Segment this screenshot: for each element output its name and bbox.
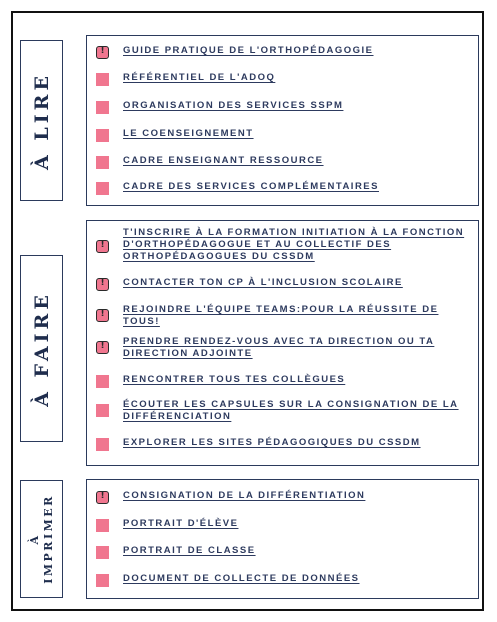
section-list-a-lire: [86, 35, 479, 206]
section-label-a-faire: [20, 255, 63, 442]
list-item[interactable]: [96, 437, 470, 451]
warning-icon: [96, 46, 109, 59]
list-item[interactable]: [96, 374, 470, 388]
section-title: À LIRE: [30, 71, 53, 170]
square-bullet-icon: [96, 129, 109, 142]
square-bullet-icon: [96, 73, 109, 86]
link-consignation-differentiation[interactable]: CONSIGNATION DE LA DIFFÉRENTIATION: [123, 490, 366, 501]
list-item[interactable]: [96, 545, 470, 559]
section-label-a-imprimer: [20, 480, 63, 598]
list-item[interactable]: [96, 490, 470, 504]
list-item[interactable]: [96, 128, 470, 142]
list-item[interactable]: [96, 304, 470, 328]
link-cadre-enseignant[interactable]: CADRE ENSEIGNANT RESSOURCE: [123, 155, 324, 166]
section-title: À FAIRE: [30, 290, 53, 407]
section-title: [28, 494, 56, 584]
link-formation-initiation[interactable]: T'INSCRIRE À LA FORMATION INITIATION À LA FONCTION D'ORTHOPÉDAGOGUE ET AU COLLECTIF DES ORTHOPÉDAGOGUES DU CSSDM: [123, 227, 465, 262]
square-bullet-icon: [96, 546, 109, 559]
link-equipe-teams[interactable]: REJOINDRE L'ÉQUIPE TEAMS:POUR LA RÉUSSITE DE TOUS!: [123, 304, 439, 327]
warning-icon: [96, 278, 109, 291]
warning-icon: [96, 491, 109, 504]
square-bullet-icon: [96, 438, 109, 451]
section-label-a-lire: [20, 40, 63, 201]
square-bullet-icon: [96, 404, 109, 417]
link-capsules-consignation[interactable]: ÉCOUTER LES CAPSULES SUR LA CONSIGNATION DE LA DIFFÉRENCIATION: [123, 399, 459, 422]
section-title-line1: À: [27, 533, 41, 545]
square-bullet-icon: [96, 101, 109, 114]
warning-icon: [96, 309, 109, 322]
square-bullet-icon: [96, 375, 109, 388]
link-guide-pratique[interactable]: GUIDE PRATIQUE DE L'ORTHOPÉDAGOGIE: [123, 45, 374, 56]
square-bullet-icon: [96, 182, 109, 195]
square-bullet-icon: [96, 519, 109, 532]
link-cadre-services[interactable]: CADRE DES SERVICES COMPLÉMENTAIRES: [123, 181, 379, 192]
square-bullet-icon: [96, 574, 109, 587]
link-contacter-cp[interactable]: CONTACTER TON CP À L'INCLUSION SCOLAIRE: [123, 277, 403, 288]
link-rencontrer-collegues[interactable]: RENCONTRER TOUS TES COLLÈGUES: [123, 374, 346, 385]
link-portrait-eleve[interactable]: PORTRAIT D'ÉLÈVE: [123, 518, 239, 529]
list-item[interactable]: [96, 100, 470, 114]
warning-icon: [96, 341, 109, 354]
list-item[interactable]: [96, 277, 470, 291]
list-item[interactable]: [96, 336, 470, 360]
list-item[interactable]: [96, 181, 470, 195]
section-title-line2: IMPRIMER: [41, 494, 55, 584]
link-sites-pedagogiques[interactable]: EXPLORER LES SITES PÉDAGOGIQUES DU CSSDM: [123, 437, 421, 448]
list-item[interactable]: [96, 227, 470, 263]
link-referentiel-adoq[interactable]: RÉFÉRENTIEL DE L'ADOQ: [123, 72, 276, 83]
square-bullet-icon: [96, 156, 109, 169]
link-portrait-classe[interactable]: PORTRAIT DE CLASSE: [123, 545, 256, 556]
list-item[interactable]: [96, 399, 470, 423]
section-list-a-imprimer: [86, 479, 479, 599]
list-item[interactable]: [96, 45, 470, 59]
link-organisation-services[interactable]: ORGANISATION DES SERVICES SSPM: [123, 100, 344, 111]
link-document-collecte[interactable]: DOCUMENT DE COLLECTE DE DONNÉES: [123, 573, 360, 584]
link-rendez-vous-direction[interactable]: PRENDRE RENDEZ-VOUS AVEC TA DIRECTION OU TA DIRECTION ADJOINTE: [123, 336, 435, 359]
section-list-a-faire: [86, 220, 479, 466]
list-item[interactable]: [96, 155, 470, 169]
list-item[interactable]: [96, 72, 470, 86]
list-item[interactable]: [96, 518, 470, 532]
warning-icon: [96, 240, 109, 253]
link-coenseignement[interactable]: LE COENSEIGNEMENT: [123, 128, 254, 139]
list-item[interactable]: [96, 573, 470, 587]
